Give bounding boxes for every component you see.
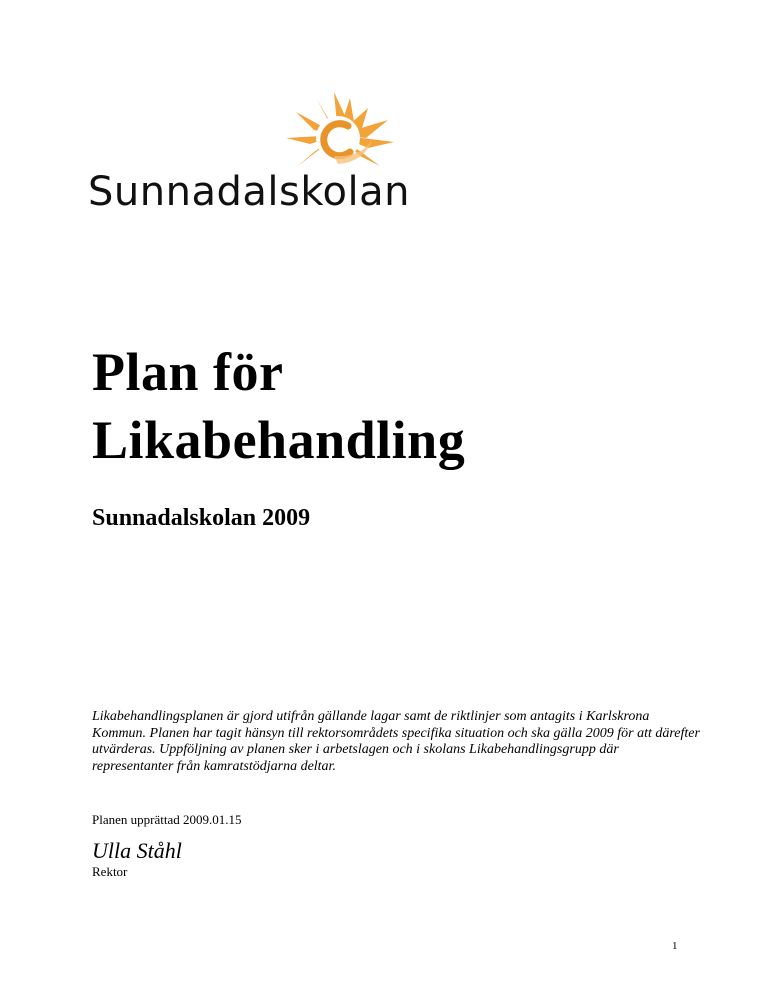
school-logo xyxy=(88,90,418,220)
date-line: Planen upprättad 2009.01.15 xyxy=(92,812,242,827)
title-line-1: Plan för xyxy=(92,342,284,402)
document-subtitle: Sunnadalskolan 2009 xyxy=(92,505,311,531)
page-number: 1 xyxy=(672,940,678,952)
title-line-2: Likabehandling xyxy=(92,410,466,470)
sun-icon xyxy=(268,90,408,180)
signature-role: Rektor xyxy=(92,864,128,879)
logo-wordmark: Sunnadalskolan xyxy=(88,169,410,215)
document-title xyxy=(92,338,465,474)
signature-name: Ulla Ståhl xyxy=(92,838,182,863)
intro-paragraph: Likabehandlingsplanen är gjord utifrån gällande lagar samt de riktlinjer som antagits i Karlskrona Kommun. Planen har tagit hänsyn till rektorsområdets specifika situation och ska gälla 2009 för att därefter utvärderas. Uppföljning av planen sker i arbetslagen och i skolans Likabehandlingsgrupp där representanter från kamratstödjarna deltar. xyxy=(92,709,700,774)
